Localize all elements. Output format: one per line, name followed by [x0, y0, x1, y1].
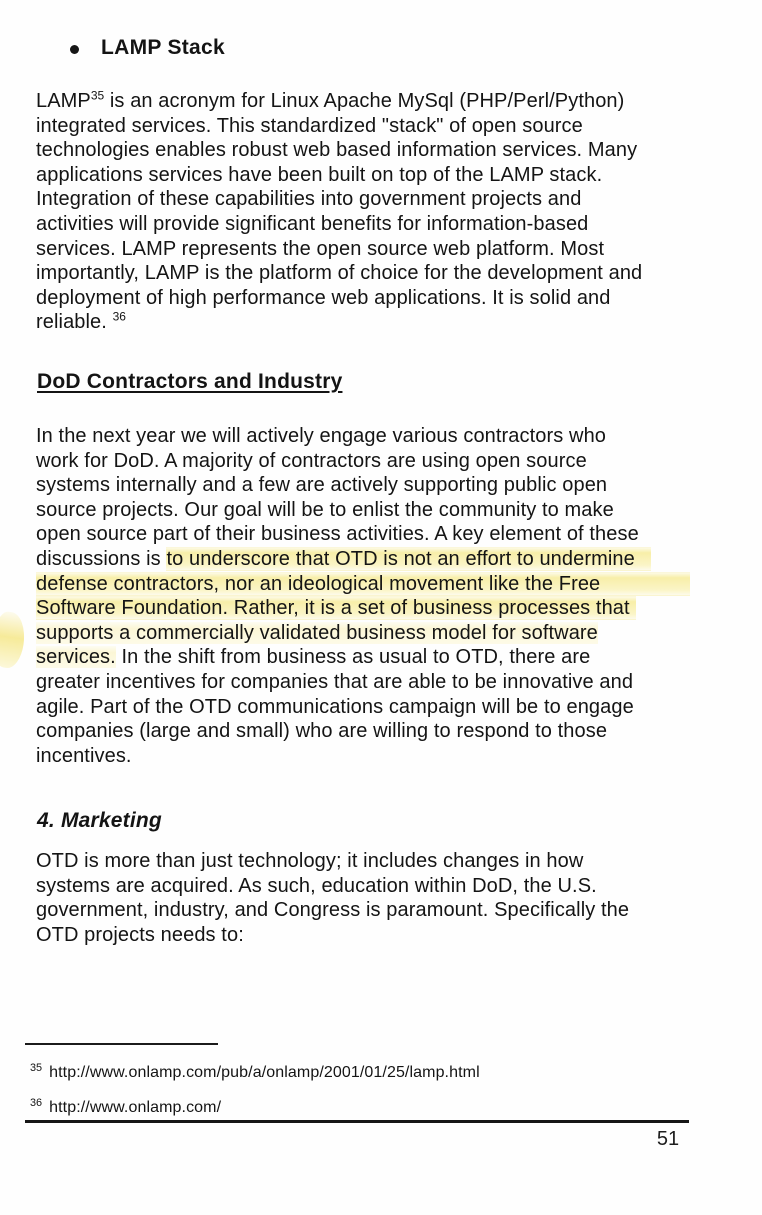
footnote-35	[30, 1063, 480, 1083]
text-segment: importantly, LAMP is the platform of choice for the development and	[36, 262, 643, 285]
text-segment: services. LAMP represents the open source web platform. Most	[36, 237, 605, 260]
bullet-heading-label: LAMP Stack	[101, 36, 225, 59]
text-segment: deployment of high performance web applications. It is solid and	[36, 286, 611, 309]
text-line	[36, 89, 642, 114]
text-segment: LAMP	[36, 90, 91, 112]
text-line	[36, 310, 642, 335]
highlighter-sweep-mark	[0, 610, 28, 670]
paragraph-dod-contractors	[36, 424, 690, 768]
text-line	[36, 187, 642, 212]
text-line	[36, 212, 642, 237]
heading-dod-contractors: DoD Contractors and Industry	[37, 370, 343, 393]
text-line	[36, 163, 642, 188]
paragraph-marketing	[36, 849, 629, 947]
text-line	[36, 645, 690, 670]
text-segment: OTD projects needs to:	[36, 923, 244, 946]
highlighted-text: defense contractors, nor an ideological movement like the Free	[36, 573, 690, 595]
text-line	[36, 719, 690, 744]
text-segment: work for DoD. A majority of contractors are using open source	[36, 449, 587, 472]
text-line	[36, 138, 642, 163]
text-segment: agile. Part of the OTD communications campaign will be to engage	[36, 695, 634, 718]
text-segment: systems internally and a few are actively supporting public open	[36, 474, 608, 497]
footnote-url: http://www.onlamp.com/pub/a/onlamp/2001/01/25/lamp.html	[49, 1064, 480, 1081]
text-segment: systems are acquired. As such, education within DoD, the U.S.	[36, 874, 597, 897]
paragraph-lamp	[36, 89, 642, 335]
text-segment: OTD is more than just technology; it includes changes in how	[36, 850, 584, 872]
text-line	[36, 449, 690, 474]
footnote-url: http://www.onlamp.com/	[49, 1099, 222, 1116]
text-segment: discussions is	[36, 547, 167, 570]
bullet-icon	[70, 45, 79, 54]
text-line	[36, 923, 629, 948]
page-number: 51	[656, 1128, 680, 1150]
text-segment: government, industry, and Congress is paramount. Specifically the	[36, 899, 630, 922]
footnote-number: 35	[30, 1061, 43, 1074]
text-segment: activities will provide significant benefits for information-based	[36, 212, 589, 235]
text-segment: reliable.	[36, 311, 113, 334]
text-line	[36, 424, 690, 449]
highlighted-text: to underscore that OTD is not an effort to undermine	[166, 548, 650, 570]
text-segment: greater incentives for companies that are able to be innovative and	[36, 670, 634, 693]
text-line	[36, 621, 690, 646]
text-line	[36, 898, 629, 923]
text-line	[36, 498, 690, 523]
highlighted-text: services.	[36, 646, 116, 669]
text-line	[36, 874, 629, 899]
text-line	[36, 522, 690, 547]
highlighted-text: supports a commercially validated business model for software	[36, 621, 598, 644]
text-segment: source projects. Our goal will be to enlist the community to make	[36, 498, 614, 521]
heading-marketing: 4. Marketing	[37, 809, 162, 832]
text-segment: companies (large and small) who are willing to respond to those	[36, 720, 608, 743]
text-line	[36, 286, 642, 311]
text-segment: Integration of these capabilities into government projects and	[36, 188, 582, 211]
superscript-footnote-ref: 35	[90, 88, 105, 103]
text-line	[36, 849, 629, 874]
text-line	[36, 261, 642, 286]
text-segment: In the shift from business as usual to OTD, there are	[115, 646, 591, 669]
text-line	[36, 572, 690, 597]
text-segment: is an acronym for Linux Apache MySql (PHP/Perl/Python)	[104, 90, 625, 112]
highlighted-text: Software Foundation. Rather, it is a set of business processes that	[36, 597, 636, 619]
footnote-number: 36	[30, 1096, 43, 1109]
text-line	[36, 547, 690, 572]
text-line	[36, 596, 690, 621]
text-segment: integrated services. This standardized "stack" of open source	[36, 114, 583, 137]
text-line	[36, 237, 642, 262]
text-line	[36, 473, 690, 498]
text-segment: incentives.	[36, 744, 132, 767]
footnote-36	[30, 1098, 221, 1118]
text-line	[36, 670, 690, 695]
text-segment: technologies enables robust web based information services. Many	[36, 139, 638, 162]
text-segment: open source part of their business activities. A key element of these	[36, 523, 639, 546]
text-line	[36, 695, 690, 720]
superscript-footnote-ref: 36	[112, 309, 126, 324]
text-segment: In the next year we will actively engage various contractors who	[36, 425, 607, 447]
text-segment: applications services have been built on top of the LAMP stack.	[36, 163, 603, 186]
page-bottom-rule	[25, 1120, 689, 1123]
bullet-heading	[70, 36, 225, 60]
text-line	[36, 744, 690, 769]
text-line	[36, 114, 642, 139]
footnote-separator-rule	[25, 1043, 218, 1045]
